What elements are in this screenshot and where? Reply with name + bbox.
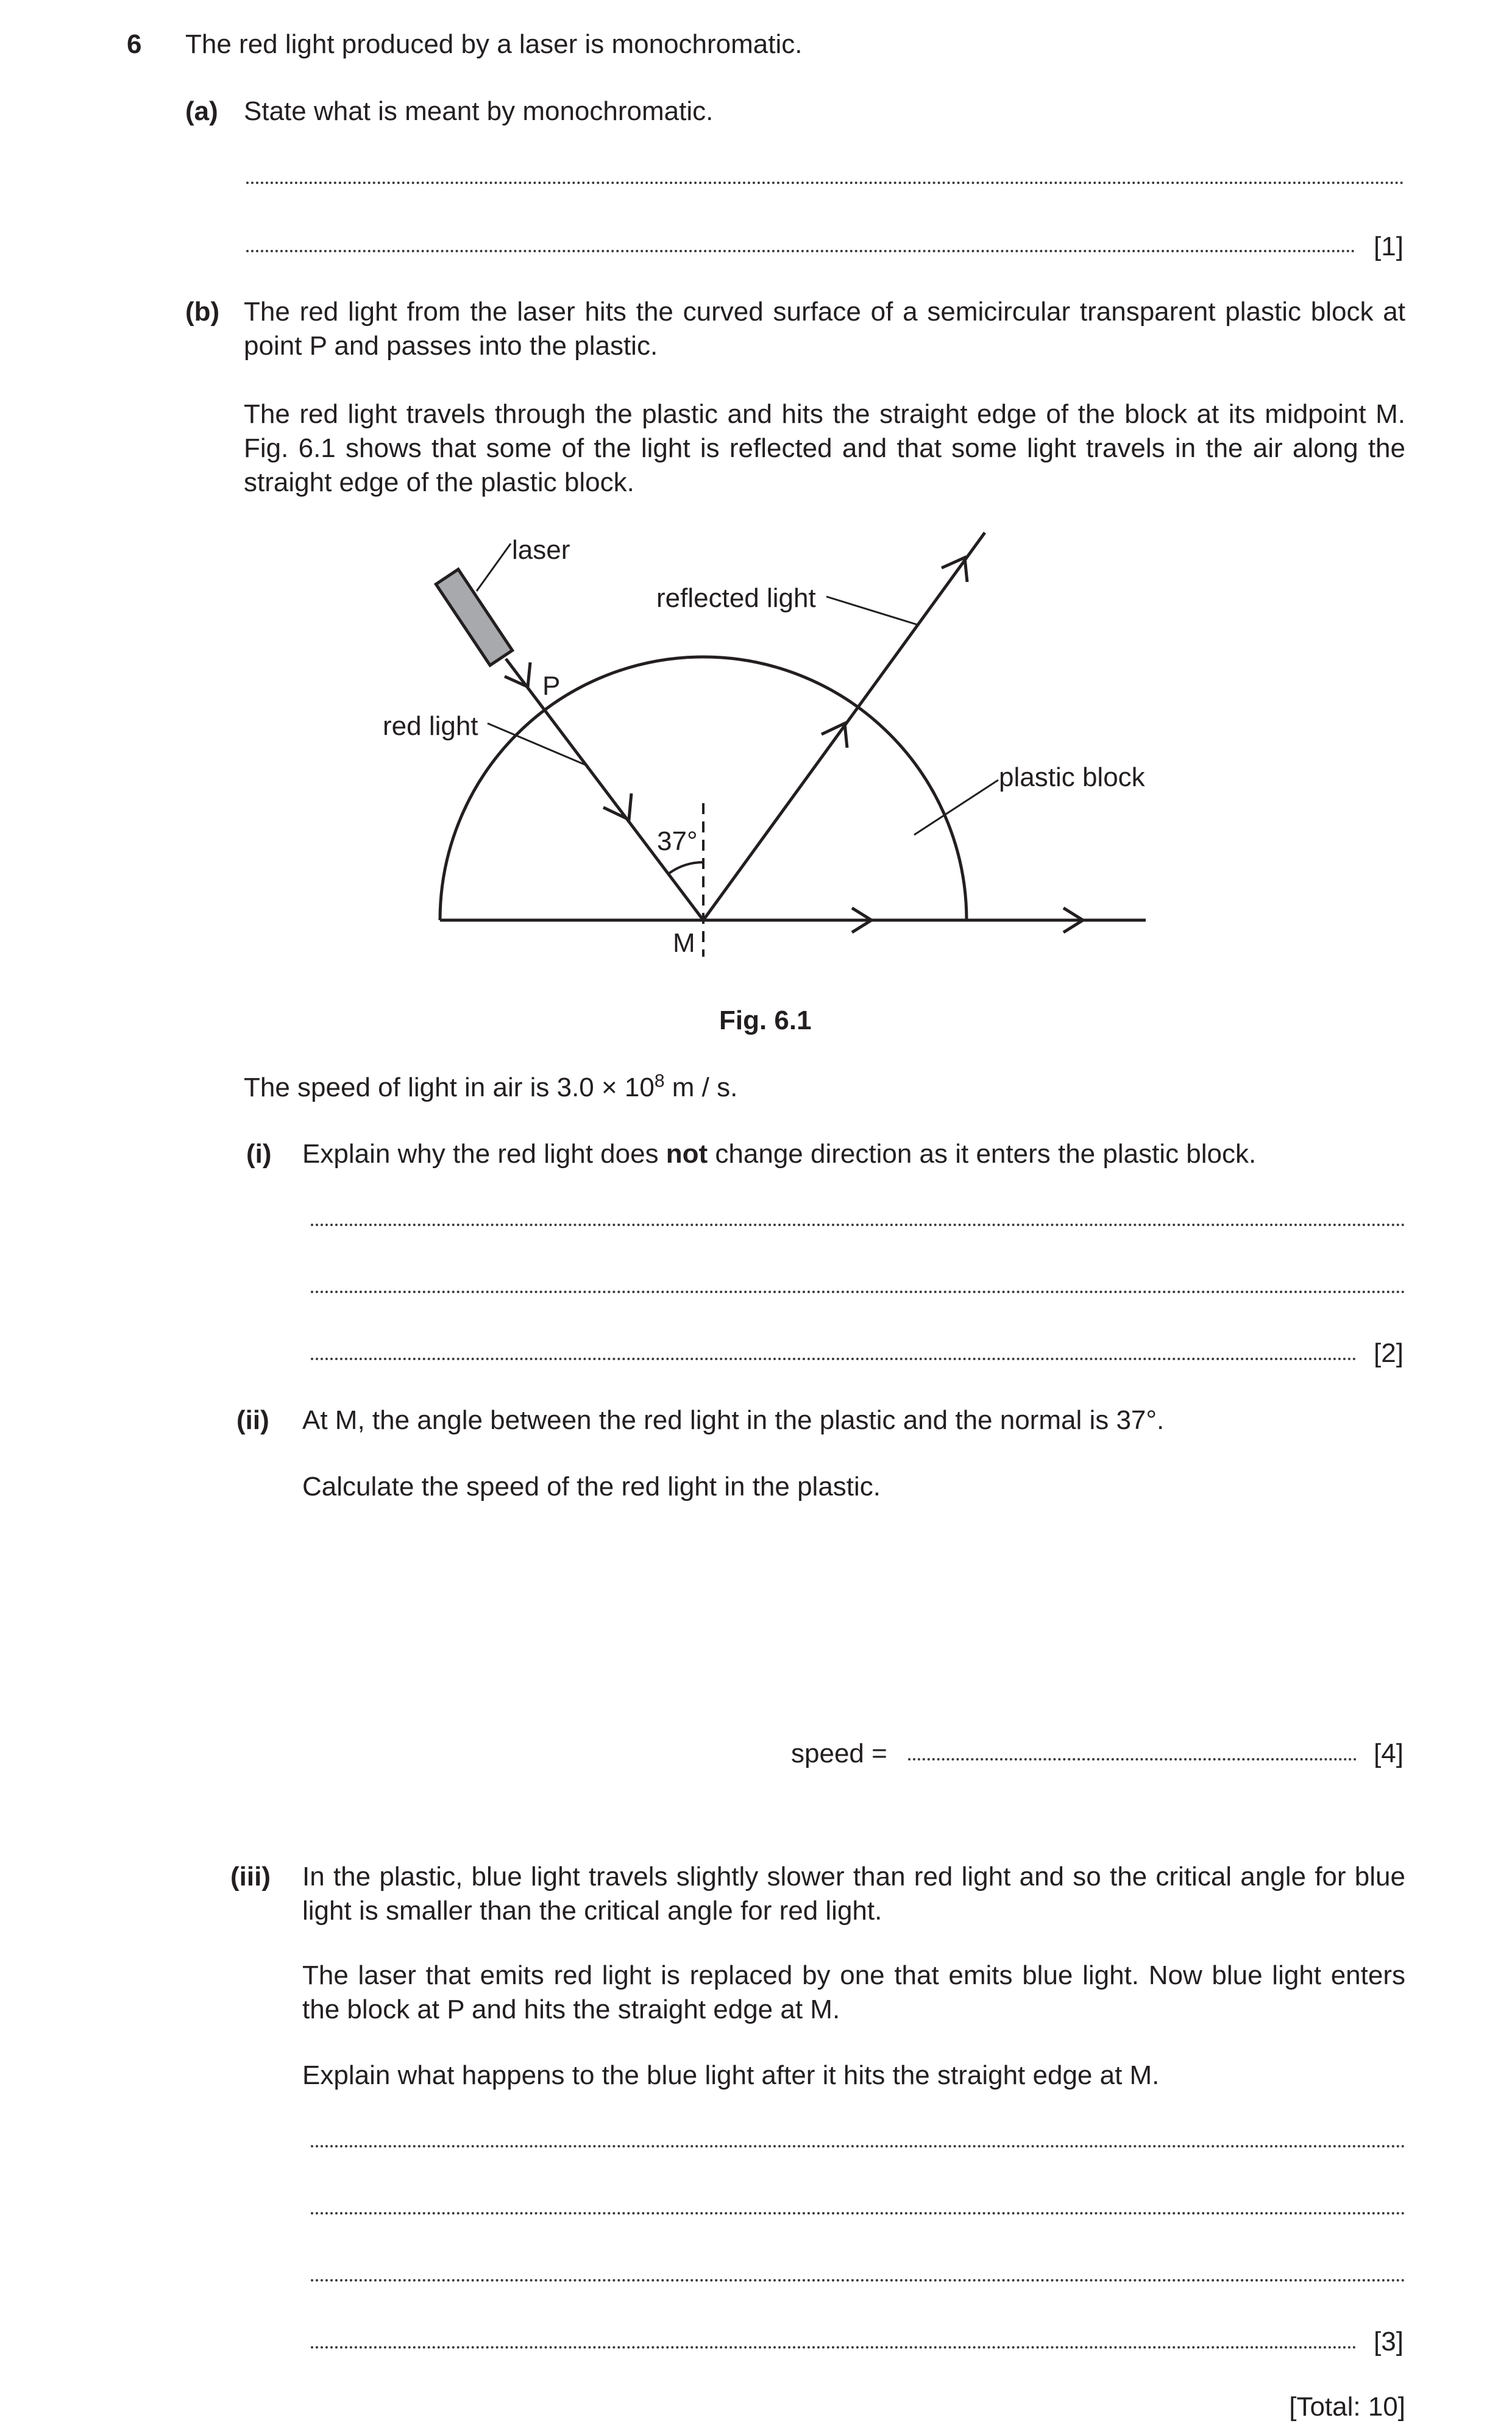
red-light-label: red light — [383, 711, 478, 741]
part-iii-para3: Explain what happens to the blue light after it hits the straight edge at M. — [302, 2060, 1160, 2090]
answer-line-iii-2[interactable] — [311, 2212, 1405, 2214]
question-number: 6 — [127, 29, 142, 59]
laser-leader — [477, 544, 511, 591]
total-marks: [Total: 10] — [1289, 2392, 1405, 2422]
plastic-block-label: plastic block — [999, 762, 1145, 792]
part-ii-mark: [4] — [1374, 1739, 1404, 1768]
laser-label: laser — [512, 535, 570, 565]
figure-caption: Fig. 6.1 — [719, 1005, 812, 1035]
part-a-label: (a) — [185, 96, 218, 126]
part-i-text — [302, 1137, 1256, 1171]
angle-arc — [669, 862, 703, 873]
question-stem: The red light produced by a laser is monochromatic. — [185, 29, 803, 59]
reflected-leader — [826, 597, 917, 625]
part-i-mark: [2] — [1374, 1338, 1404, 1368]
part-a-mark: [1] — [1374, 232, 1404, 261]
speed-statement-prefix: The speed of light in air is 3.0 × 10 — [244, 1073, 655, 1102]
answer-line-i-2[interactable] — [311, 1291, 1405, 1293]
answer-line-iii-3[interactable] — [311, 2279, 1405, 2282]
part-iii-mark: [3] — [1374, 2327, 1404, 2356]
answer-line-i-3[interactable] — [311, 1358, 1357, 1360]
speed-answer-line[interactable] — [908, 1758, 1357, 1761]
answer-line-i-1[interactable] — [311, 1224, 1405, 1226]
plastic-block-leader — [914, 780, 998, 835]
part-b-para2: The red light travels through the plastic and hits the straight edge of the block at its midpoint M. Fig. 6.1 shows that some of the light is reflected and that some light travels in the air along the straight edge of the plastic block. — [244, 399, 1405, 497]
part-iii-label: (iii) — [230, 1862, 271, 1892]
part-iii-para1: In the plastic, blue light travels slightly slower than red light and so the critical angle for blue light is smaller than the critical angle for red light. — [302, 1862, 1405, 1926]
part-iii-para2: The laser that emits red light is replaced by one that emits blue light. Now blue light enters the block at P and hits the straight edge at M. — [302, 1960, 1405, 2024]
speed-statement — [244, 1071, 737, 1105]
laser-device — [436, 569, 512, 665]
speed-answer-label: speed = — [791, 1739, 887, 1768]
incident-ray — [506, 659, 703, 920]
part-i-text-before: Explain why the red light does — [302, 1139, 666, 1169]
point-m-label: M — [673, 928, 695, 958]
part-ii-text: At M, the angle between the red light in the plastic and the normal is 37°. — [302, 1405, 1165, 1435]
red-light-leader — [488, 723, 588, 766]
part-b-para1: The red light from the laser hits the curved surface of a semicircular transparent plastic block at point P and passes into the plastic. — [244, 297, 1405, 361]
speed-statement-unit: m / s. — [664, 1073, 738, 1102]
part-i-text-after: change direction as it enters the plastic block. — [708, 1139, 1257, 1169]
point-p-label: P — [542, 671, 561, 701]
reflected-light-label: reflected light — [656, 583, 816, 613]
figure-6-1 — [0, 0, 1512, 1036]
answer-line-iii-4[interactable] — [311, 2346, 1357, 2349]
speed-statement-exponent: 8 — [654, 1071, 665, 1091]
part-ii-label: (ii) — [236, 1405, 269, 1435]
part-ii-instruction: Calculate the speed of the red light in the plastic. — [302, 1472, 881, 1502]
part-b-label: (b) — [185, 297, 220, 327]
part-i-label: (i) — [246, 1139, 272, 1169]
angle-label: 37° — [657, 826, 698, 856]
part-a-text: State what is meant by monochromatic. — [244, 96, 714, 126]
answer-line-iii-1[interactable] — [311, 2145, 1405, 2147]
part-i-text-bold: not — [665, 1139, 708, 1169]
